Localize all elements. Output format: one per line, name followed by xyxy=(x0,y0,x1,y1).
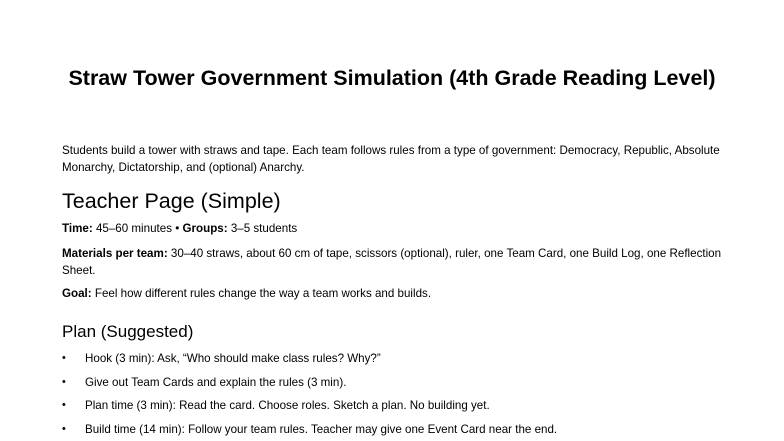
document-title: Straw Tower Government Simulation (4th Grade Reading Level) xyxy=(68,66,716,90)
plan-heading: Plan (Suggested) xyxy=(62,322,194,341)
bullet-icon: • xyxy=(62,399,66,412)
materials-line xyxy=(62,245,722,279)
teacher-page-heading: Teacher Page (Simple) xyxy=(62,189,281,213)
plan-item-text: Give out Team Cards and explain the rules (3 min). xyxy=(85,375,347,389)
list-item xyxy=(62,374,742,398)
plan-item-text: Plan time (3 min): Read the card. Choose roles. Sketch a plan. No building yet. xyxy=(85,399,490,413)
list-item xyxy=(62,421,742,441)
time-groups-line xyxy=(62,220,722,237)
time-label: Time: xyxy=(62,222,93,235)
list-item xyxy=(62,350,742,374)
time-value: 45–60 minutes • xyxy=(92,222,183,235)
goal-line xyxy=(62,285,722,302)
goal-value: Feel how different rules change the way a team works and builds. xyxy=(91,287,432,300)
materials-value: 30–40 straws, about 60 cm of tape, scissors (optional), ruler, one Team Card, one Build Log, one Reflection Sheet. xyxy=(62,247,722,277)
groups-value: 3–5 students xyxy=(227,222,298,235)
plan-item-text: Hook (3 min): Ask, “Who should make class rules? Why?” xyxy=(85,352,381,365)
list-item xyxy=(62,397,742,421)
goal-label: Goal: xyxy=(62,287,92,300)
bullet-icon: • xyxy=(62,422,66,435)
groups-label: Groups: xyxy=(182,222,228,235)
intro-paragraph: Students build a tower with straws and tape. Each team follows rules from a type of government: Democracy, Republic, Absolute Monarchy, Dictatorship, and (optional) Anarchy. xyxy=(62,144,720,174)
bullet-icon: • xyxy=(62,352,66,364)
bullet-icon: • xyxy=(62,375,66,388)
plan-list xyxy=(62,350,742,441)
materials-label: Materials per team: xyxy=(62,247,168,260)
plan-item-text: Build time (14 min): Follow your team rules. Teacher may give one Event Card near the end. xyxy=(85,422,558,436)
